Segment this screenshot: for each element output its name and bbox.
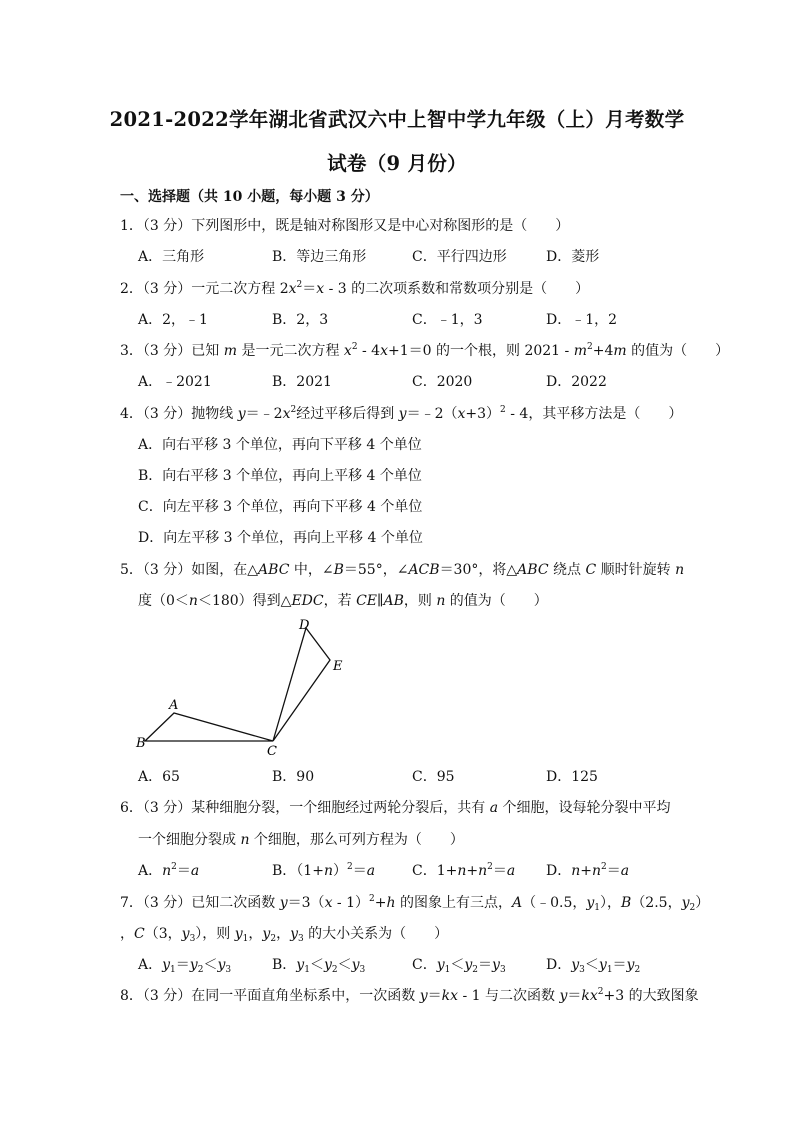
- question-3-options: [0, 372, 794, 392]
- question-7-stem-line-2: ，C（3，$y_3$），则 $y_1$，$y_2$，$y_3$ 的大小关系为（ ）: [120, 926, 449, 944]
- question-5-stem-line-2: 度（0＜n＜180）得到△EDC，若 CE∥AB，则 n 的值为（ ）: [138, 593, 548, 609]
- rotation-triangle-figure: [130, 612, 360, 762]
- question-5-stem-line-1: 5．（3 分）如图，在△ABC 中，∠B＝55°，∠ACB＝30°，将△ABC 绕点 C 顺时针旋转 n: [120, 562, 685, 578]
- question-6-stem-line-2: 一个细胞分裂成 n 个细胞，那么可列方程为（ ）: [138, 832, 464, 848]
- q2-option-c[interactable]: C．﹣1，3: [412, 312, 483, 328]
- question-8-stem-line-1: 8．（3 分）在同一平面直角坐标系中，一次函数 y＝kx - 1 与二次函数 $y=kx^2+3$ 的大致图象: [120, 987, 699, 1004]
- question-1-options: [0, 247, 794, 267]
- q7-option-d[interactable]: D．$y_3<y_1=y_2$: [546, 957, 641, 975]
- question-2-stem: 2．（3 分）一元二次方程 $2x^2=x - 3$ 的二次项系数和常数项分别是（ ）: [120, 280, 590, 297]
- question-1-stem: 1．（3 分）下列图形中，既是轴对称图形又是中心对称图形的是（ ）: [120, 218, 570, 234]
- label-point-d: D: [299, 618, 310, 633]
- label-point-c: C: [267, 744, 277, 759]
- q1-option-a[interactable]: A．三角形: [138, 249, 205, 265]
- triangle-edc: [273, 628, 330, 741]
- q3-option-a[interactable]: A．﹣2021: [138, 374, 212, 390]
- q4-option-d[interactable]: D．向左平移 3 个单位，再向上平移 4 个单位: [138, 530, 423, 546]
- q7-option-a[interactable]: A．$y_1=y_2<y_3$: [138, 957, 232, 975]
- question-4-stem: 4．（3 分）抛物线 $y=﹣2x^2$经过平移后得到 $y=﹣2(x+3)^2 - 4$，其平移方法是（ ）: [120, 405, 683, 422]
- section-heading: 一、选择题（共 10 小题，每小题 3 分）: [120, 189, 379, 205]
- q4-option-c[interactable]: C．向左平移 3 个单位，再向下平移 4 个单位: [138, 499, 423, 515]
- question-2-options: [0, 310, 794, 330]
- triangle-abc: [145, 713, 273, 741]
- q6-option-d[interactable]: D．$n+n^2=a$: [546, 862, 630, 879]
- question-6-stem-line-1: 6．（3 分）某种细胞分裂，一个细胞经过两轮分裂后，共有 a 个细胞，设每轮分裂中平均: [120, 800, 671, 816]
- q6-option-b[interactable]: B．$(1+n)^2=a$: [272, 862, 376, 879]
- q6-option-a[interactable]: A．$n^2=a$: [138, 862, 200, 879]
- q7-option-c[interactable]: C．$y_1<y_2=y_3$: [412, 957, 506, 975]
- q5-option-d[interactable]: D．125: [546, 769, 598, 785]
- q4-option-a[interactable]: A．向右平移 3 个单位，再向下平移 4 个单位: [138, 437, 422, 453]
- question-5-options: [0, 767, 794, 787]
- q3-option-d[interactable]: D．2022: [546, 374, 607, 390]
- q2-option-d[interactable]: D．﹣1，2: [546, 312, 618, 328]
- q4-option-b[interactable]: B．向右平移 3 个单位，再向上平移 4 个单位: [138, 468, 422, 484]
- question-6-options: [0, 861, 794, 881]
- q7-option-b[interactable]: B．$y_1<y_2<y_3$: [272, 957, 366, 975]
- exam-title-line-2: 试卷（9 月份）: [327, 152, 467, 175]
- question-3-stem: 3．（3 分）已知 m 是一元二次方程 $x^2 - 4x+1=0$ 的一个根，则 $2021 - m^2+4m$ 的值为（ ）: [120, 342, 730, 359]
- exam-title-line-1: 2021-2022学年湖北省武汉六中上智中学九年级（上）月考数学: [109, 108, 685, 131]
- label-point-b: B: [136, 736, 146, 751]
- q6-option-c[interactable]: C．$1+n+n^2=a$: [412, 862, 516, 879]
- q2-option-a[interactable]: A．2，﹣1: [138, 312, 208, 328]
- q3-option-c[interactable]: C．2020: [412, 374, 473, 390]
- label-point-a: A: [169, 698, 179, 713]
- q5-option-b[interactable]: B．90: [272, 769, 315, 785]
- q5-option-c[interactable]: C．95: [412, 769, 455, 785]
- q3-option-b[interactable]: B．2021: [272, 374, 332, 390]
- q1-option-c[interactable]: C．平行四边形: [412, 249, 507, 265]
- label-point-e: E: [333, 659, 343, 674]
- q1-option-d[interactable]: D．菱形: [546, 249, 600, 265]
- q5-option-a[interactable]: A．65: [138, 769, 180, 785]
- q1-option-b[interactable]: B．等边三角形: [272, 249, 367, 265]
- question-7-options: [0, 955, 794, 975]
- question-7-stem-line-1: 7．（3 分）已知二次函数 y＝3（x - 1）$^2$+h 的图象上有三点，A（﹣0.5，$y_1$），B（2.5，$y_2$）: [120, 894, 710, 913]
- q2-option-b[interactable]: B．2，3: [272, 312, 329, 328]
